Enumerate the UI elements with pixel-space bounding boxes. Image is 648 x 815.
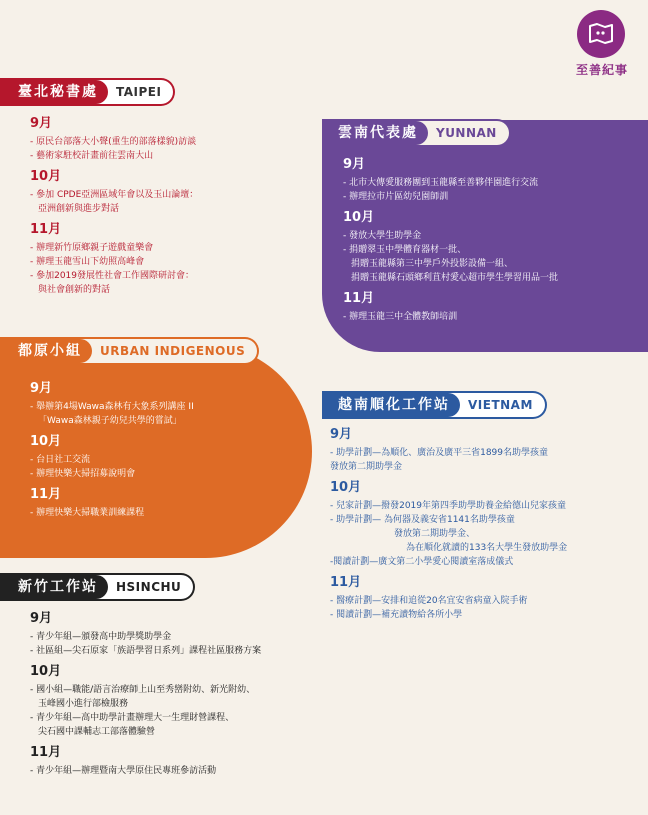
list-item: 捐贈玉龍縣第三中學戶外投影設備一組、 — [351, 259, 514, 269]
urban-title-zh: 都原小組 — [0, 339, 92, 363]
month-label: 10月 — [343, 210, 375, 225]
list-item: - 青少年組—頒發高中助學獎助學金 — [30, 632, 172, 642]
list-item: - 辦理玉龍三中全體教師培訓 — [343, 312, 458, 322]
list-item: - 原民台部落大小聲(重生的部落樣貌)訪談 — [30, 137, 197, 147]
list-item: - 社區組—尖石原家「族語學習日系列」課程社區服務方案 — [30, 646, 262, 656]
list-item: - 捐贈翠玉中學體育器材一批、 — [343, 245, 467, 255]
list-item: 「Wawa森林親子幼兒共學的嘗試」 — [38, 416, 182, 426]
month-group — [30, 381, 194, 428]
month-label: 11月 — [343, 291, 375, 306]
month-group — [330, 575, 567, 622]
urban-section — [30, 381, 194, 526]
month-group — [330, 480, 567, 569]
month-label: 11月 — [30, 487, 62, 502]
month-label: 11月 — [30, 745, 62, 760]
vietnam-header — [322, 391, 547, 419]
list-item: - 國小組—職能/語言治療師上山至秀巒附幼、新光附幼、 — [30, 685, 256, 695]
list-item: - 辦理快樂大掃職業訓練課程 — [30, 508, 145, 518]
brand-label: 至善紀事 — [575, 63, 628, 77]
month-group — [30, 434, 194, 481]
month-label: 11月 — [330, 575, 362, 590]
list-item: 玉峰國小進行部檢服務 — [38, 699, 129, 709]
list-item: 發放第二期助學金 — [330, 462, 403, 472]
urban-header — [0, 337, 259, 365]
list-item: 尖石國中課輔志工部落體驗營 — [38, 727, 156, 737]
month-label: 9月 — [330, 427, 353, 442]
month-label: 10月 — [330, 480, 362, 495]
list-item: - 舉辦第4場Wawa森林有大象系列講座 II — [30, 402, 194, 412]
list-item: - 辦理新竹原鄉親子遊戲童樂會 — [30, 243, 154, 253]
list-item: - 醫療計劃—安排和追從20名宜安省病童入院手術 — [330, 596, 528, 606]
month-label: 9月 — [30, 381, 53, 396]
month-group — [30, 222, 198, 297]
list-item: - 北市大傳愛服務團到玉龍縣至善夥伴園進行交流 — [343, 178, 539, 188]
yunnan-header — [322, 119, 511, 147]
month-group — [30, 611, 261, 658]
list-item: 為在順化就讀的133名大學生發放助學金 — [406, 543, 568, 553]
list-item: -閱讀計劃—廣文第二小學愛心閱讀室落成儀式 — [330, 557, 514, 567]
month-label: 9月 — [30, 116, 53, 131]
list-item: - 發放大學生助學金 — [343, 231, 422, 241]
taipei-title-zh: 臺北秘書處 — [0, 80, 108, 104]
taipei-header — [0, 78, 175, 106]
month-label: 9月 — [343, 157, 366, 172]
month-label: 10月 — [30, 664, 62, 679]
taipei-section — [30, 116, 198, 303]
yunnan-title-en: YUNNAN — [436, 126, 497, 140]
month-group — [343, 157, 558, 204]
urban-title-en: URBAN INDIGENOUS — [100, 344, 246, 358]
list-item: - 台日社工交流 — [30, 455, 91, 465]
vietnam-title-zh: 越南順化工作站 — [322, 393, 460, 417]
vietnam-section — [330, 427, 567, 628]
list-item: - 助學計劃—為順化、廣治及廣平三省1899名助學孩童 — [330, 448, 549, 458]
list-item: 捐贈玉龍縣石頭鄉利苴村愛心超市學生學習用品一批 — [351, 273, 559, 283]
month-label: 9月 — [30, 611, 53, 626]
list-item: 亞洲創新與進步對話 — [38, 204, 120, 214]
list-item: - 辦理玉龍雪山下幼照高峰會 — [30, 257, 145, 267]
list-item: - 青少年組—高中助學計畫辦理大一生理財營課程、 — [30, 713, 235, 723]
hsinchu-header — [0, 573, 195, 601]
month-label: 11月 — [30, 222, 62, 237]
month-group — [343, 210, 558, 285]
month-group — [330, 427, 567, 474]
list-item: - 藝術家駐校計畫前往雲南大山 — [30, 151, 154, 161]
hsinchu-title-en: HSINCHU — [116, 580, 182, 594]
hsinchu-section — [30, 611, 261, 784]
list-item: - 參加 CPDE亞洲區域年會以及玉山論壇： — [30, 190, 199, 200]
month-group — [30, 664, 261, 739]
month-group — [30, 169, 198, 216]
list-item: - 兒家計劃—撥發2019年第四季助學助養金給德山兒家孩童 — [330, 501, 567, 511]
month-group — [343, 291, 558, 324]
month-group — [30, 745, 261, 778]
list-item: - 辦理拉市片區幼兒園師訓 — [343, 192, 449, 202]
flag-map-icon — [587, 21, 615, 47]
list-item: - 助學計劃— 為何器及義安省1141名助學孩童 — [330, 515, 515, 525]
list-item: - 參加2019發展性社會工作國際研討會： — [30, 271, 195, 281]
list-item: - 辦理快樂大掃招募說明會 — [30, 469, 136, 479]
yunnan-title-zh: 雲南代表處 — [322, 121, 428, 145]
list-item: 與社會創新的對話 — [38, 285, 111, 295]
yunnan-section — [343, 157, 558, 330]
list-item: - 青少年組—辦理暨南大學原住民專班參訪活動 — [30, 766, 217, 776]
hsinchu-title-zh: 新竹工作站 — [0, 575, 108, 599]
vietnam-title-en: VIETNAM — [468, 398, 533, 412]
month-label: 10月 — [30, 434, 62, 449]
month-label: 10月 — [30, 169, 62, 184]
list-item: 發放第二期助學金、 — [394, 529, 476, 539]
brand-logo — [577, 10, 625, 58]
month-group — [30, 116, 198, 163]
month-group — [30, 487, 194, 520]
taipei-title-en: TAIPEI — [116, 85, 162, 99]
list-item: - 閱讀計劃—補充讀物給各所小學 — [330, 610, 463, 620]
